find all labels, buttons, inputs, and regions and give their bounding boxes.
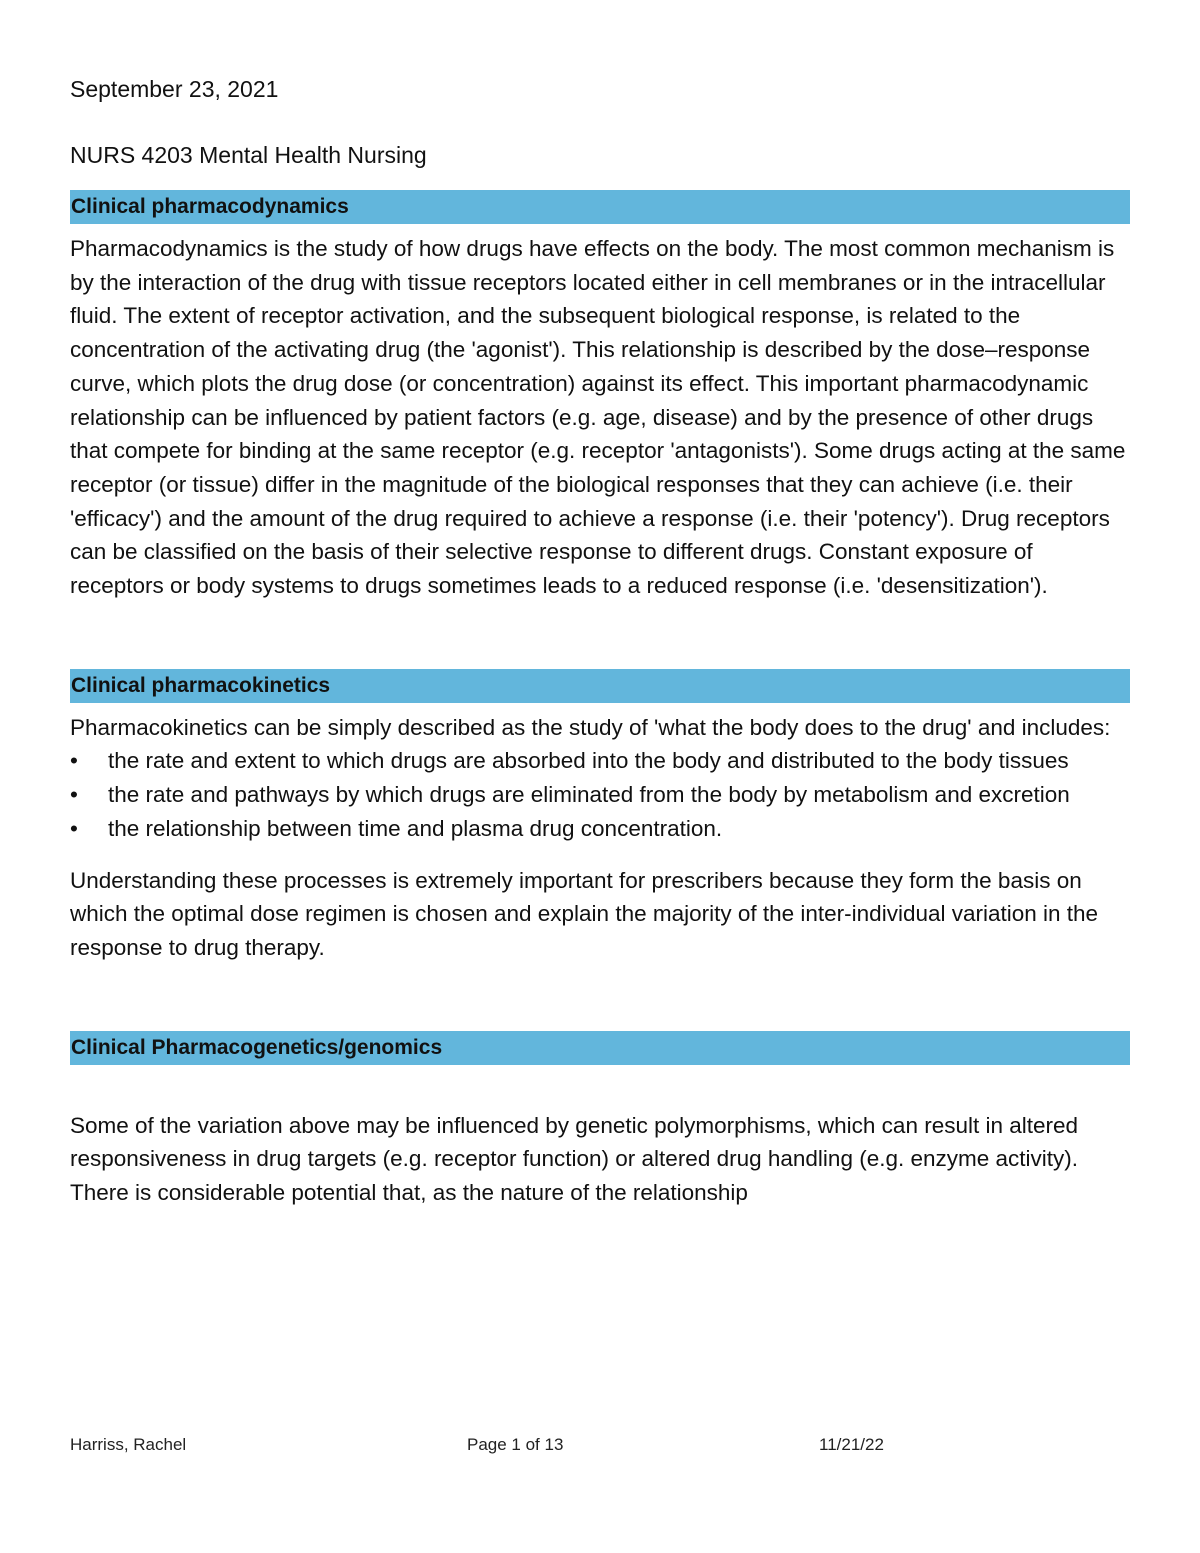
document-date: September 23, 2021 [70, 76, 279, 102]
section-spacer [70, 603, 1130, 669]
section-spacer [70, 965, 1130, 1031]
pharmacokinetics-bullet-list [70, 744, 1130, 845]
bullet-icon: • [70, 748, 78, 774]
course-title: NURS 4203 Mental Health Nursing [70, 142, 427, 168]
section-heading-pharmacokinetics: Clinical pharmacokinetics [70, 669, 1130, 703]
section-paragraph-pharmacodynamics: Pharmacodynamics is the study of how drugs have effects on the body. The most common mechanism is by the interaction of the drug with tissue receptors located either in cell membranes or in the intracellular fluid. The extent of receptor activation, and the subsequent biological response, is related to the concentration of the activating drug (the 'agonist'). This relationship is described by the dose–response curve, which plots the drug dose (or concentration) against its effect. This important pharmacodynamic relationship can be influenced by patient factors (e.g. age, disease) and by the presence of other drugs that compete for binding at the same receptor (e.g. receptor 'antagonists'). Some drugs acting at the same receptor (or tissue) differ in the magnitude of the biological responses that they can achieve (i.e. their 'efficacy') and the amount of the drug required to achieve a response (i.e. their 'potency'). Drug receptors can be classified on the basis of their selective response to different drugs. Constant exposure of receptors or body systems to drugs sometimes leads to a reduced response (i.e. 'desensitization'). [70, 236, 1126, 599]
page-footer [70, 1432, 1130, 1458]
section-spacer [70, 1073, 1130, 1109]
list-item [70, 778, 1130, 812]
section-heading-pharmacodynamics: Clinical pharmacodynamics [70, 190, 1130, 224]
bullet-icon: • [70, 815, 78, 841]
list-item-text: the rate and extent to which drugs are absorbed into the body and distributed to the body tissues [108, 748, 1069, 774]
footer-date: 11/21/22 [819, 1435, 884, 1454]
section-heading-pharmacogenetics: Clinical Pharmacogenetics/genomics [70, 1031, 1130, 1065]
bullet-icon: • [70, 782, 78, 808]
list-item-text: the rate and pathways by which drugs are eliminated from the body by metabolism and excretion [108, 782, 1070, 808]
section-intro-pharmacokinetics: Pharmacokinetics can be simply described as the study of 'what the body does to the drug' and includes: [70, 714, 1111, 740]
footer-author: Harriss, Rachel [70, 1435, 187, 1454]
footer-page-number: Page 1 of 13 [467, 1435, 564, 1454]
section-paragraph-pharmacogenetics: Some of the variation above may be influenced by genetic polymorphisms, which can result in altered responsiveness in drug targets (e.g. receptor function) or altered drug handling (e.g. enzyme activity). There is considerable potential that, as the nature of the relationship [70, 1112, 1079, 1206]
page-content [70, 72, 1130, 1210]
list-item [70, 744, 1130, 778]
list-item-text: the relationship between time and plasma drug concentration. [108, 815, 723, 841]
section-paragraph-pharmacokinetics: Understanding these processes is extremely important for prescribers because they form the basis on which the optimal dose regimen is chosen and explain the majority of the inter-individual variation in the response to drug therapy. [70, 867, 1099, 960]
list-item [70, 812, 1130, 846]
